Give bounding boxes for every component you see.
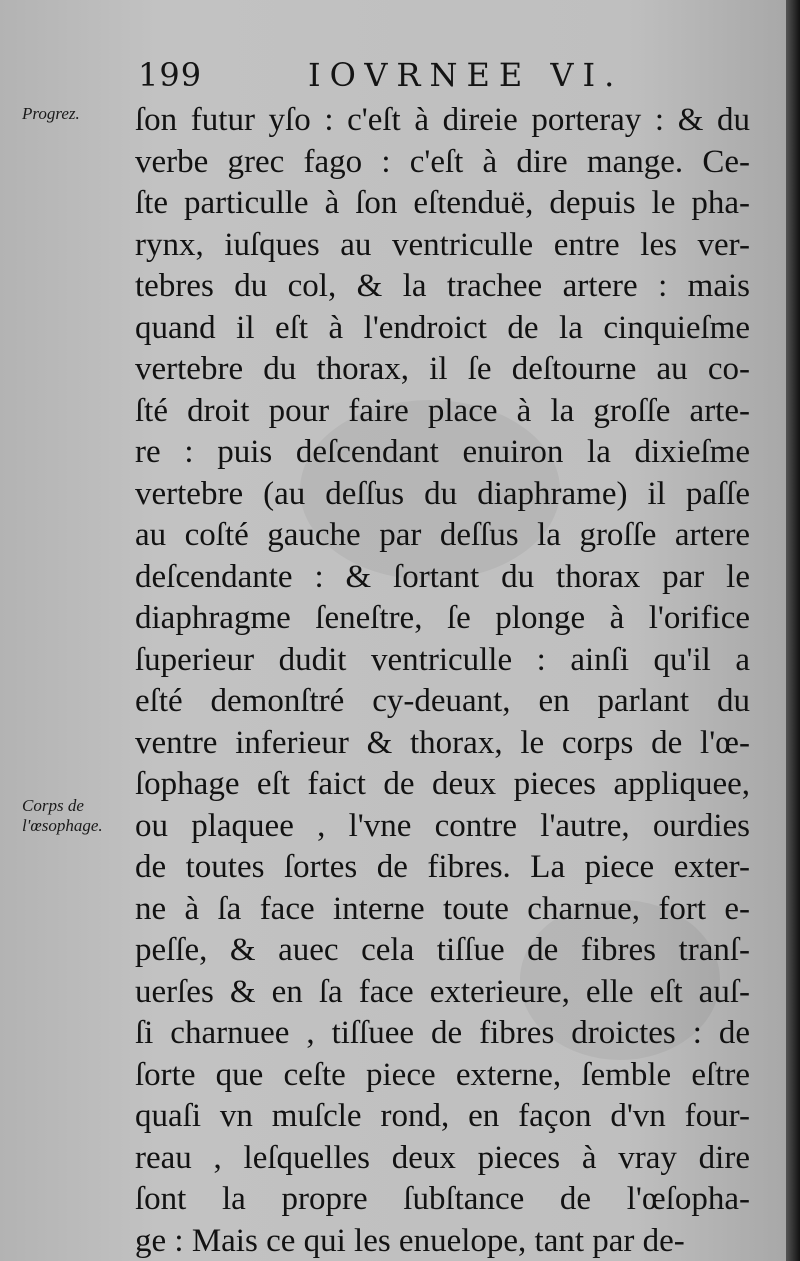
text-line: ſuperieur dudit ventriculle : ainſi qu'il a — [135, 641, 750, 678]
margin-note-corps — [22, 796, 103, 836]
text-line: ſorte que ceſte piece externe, ſemble eſtre — [135, 1056, 750, 1093]
text-line: eſté demonſtré cy-deuant, en parlant du — [135, 683, 750, 719]
body-text — [135, 100, 750, 1261]
page-number: 199 — [138, 56, 203, 94]
text-line: ventre inferieur & thorax, le corps de l'œ- — [135, 724, 750, 761]
text-line: au coſté gauche par deſſus la groſſe artere — [135, 517, 750, 553]
text-line: ne à ſa face interne toute charnue, fort e- — [135, 890, 750, 927]
margin-note-line: Corps de — [22, 796, 84, 815]
text-line: re : puis deſcendant enuiron la dixieſme — [135, 434, 750, 470]
text-line: peſſe, & auec cela tiſſue de fibres tranſ- — [135, 932, 750, 968]
text-line: tebres du col, & la trachee artere : mais — [135, 268, 750, 304]
book-gutter — [786, 0, 800, 1261]
text-line: vertebre (au deſſus du diaphrame) il paſſe — [135, 475, 750, 512]
margin-note-line: l'œsophage. — [22, 816, 103, 835]
text-line: ſont la propre ſubſtance de l'œſopha- — [135, 1181, 750, 1217]
text-line: ſi charnuee , tiſſuee de fibres droictes : de — [135, 1015, 750, 1051]
text-line: diaphragme ſeneſtre, ſe plonge à l'orifice — [135, 600, 750, 636]
text-line: ſté droit pour faire place à la groſſe arte- — [135, 392, 750, 429]
text-line: verbe grec fago : c'eſt à dire mange. Ce- — [135, 143, 750, 180]
text-line: deſcendante : & ſortant du thorax par le — [135, 558, 750, 595]
text-line: ſon futur yſo : c'eſt à direie porteray : & du — [135, 102, 750, 138]
text-line: ou plaquee , l'vne contre l'autre, ourdies — [135, 807, 750, 844]
text-line: uerſes & en ſa face exterieure, elle eſt auſ- — [135, 973, 750, 1010]
text-line: rynx, iuſques au ventriculle entre les ver- — [135, 226, 750, 263]
text-line: ſophage eſt faict de deux pieces appliquee, — [135, 766, 750, 802]
text-line: de toutes ſortes de fibres. La piece exter- — [135, 849, 750, 885]
text-line: reau , leſquelles deux pieces à vray dire — [135, 1139, 750, 1176]
text-line: quaſi vn muſcle rond, en façon d'vn four- — [135, 1098, 750, 1134]
margin-note-line: Progrez. — [22, 104, 80, 123]
margin-note-progrez — [22, 104, 80, 124]
text-line: ſte particulle à ſon eſtenduë, depuis le pha- — [135, 185, 750, 221]
running-head: IOVRNEE VI. — [308, 56, 624, 94]
page-header — [138, 50, 758, 98]
text-line: ge : Mais ce qui les enuelope, tant par de- — [135, 1222, 685, 1259]
text-line: vertebre du thorax, il ſe deſtourne au co- — [135, 351, 750, 387]
text-line: quand il eſt à l'endroict de la cinquieſme — [135, 309, 750, 346]
